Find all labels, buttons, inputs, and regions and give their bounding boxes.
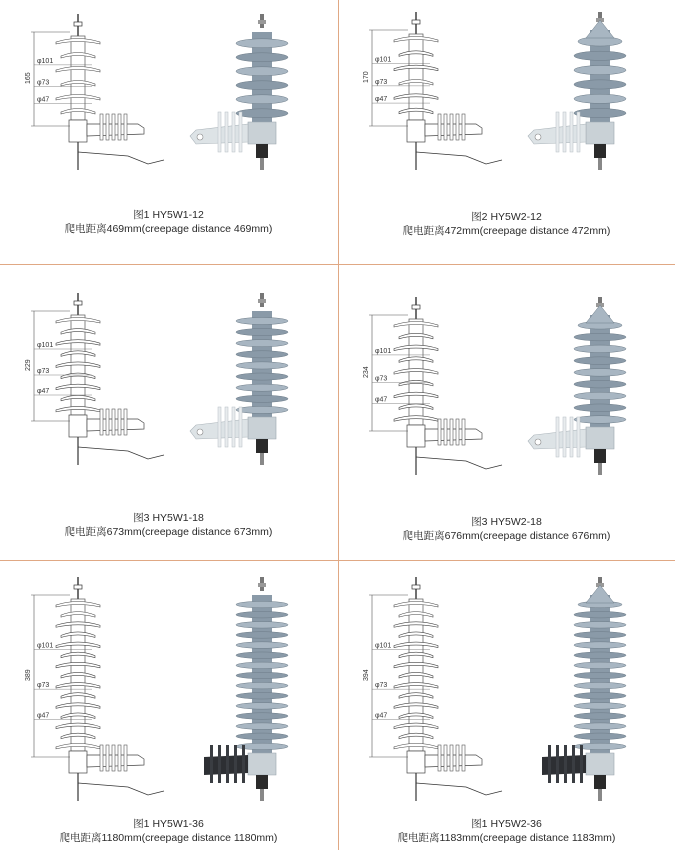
base-fitting [69,751,87,773]
photo-shed [236,632,288,638]
top-nut [258,299,266,303]
base-fitting [407,425,425,447]
photo-shed [574,380,626,388]
product-cell [338,0,675,264]
photo-shed [236,693,288,699]
arm-fin [225,407,228,447]
bracket-fin [456,419,459,445]
product-caption: 图1 HY5W1-12 [133,209,204,221]
photo-shed [236,622,288,628]
bracket-fin [106,409,109,435]
mount-hole [535,134,541,140]
disconnector [594,449,606,463]
bracket-fin [450,745,453,771]
photo-shed [236,395,288,402]
photo-shed [236,723,288,729]
photo-shed [236,53,288,62]
bracket-housing [586,427,614,449]
height-dimension: 389 [25,669,32,681]
photo-shed [574,51,626,60]
diameter-label: φ73 [37,79,50,87]
line-drawing [25,14,164,170]
product-illustration [338,0,675,205]
bracket-fin [118,745,121,771]
creepage-distance: 爬电距离469mm(creepage distance 469mm) [64,223,273,235]
product-cell [338,265,675,560]
mounting-bracket [425,429,482,441]
ground-terminal [260,158,264,170]
product-caption: 图1 HY5W1-36 [133,818,204,830]
diameter-label: φ47 [37,388,50,395]
arm-fin [548,745,551,783]
bracket-housing [248,417,276,439]
product-photo [542,577,626,801]
photo-shed [574,345,626,353]
product-caption: 图3 HY5W1-18 [133,512,204,524]
creepage-distance: 爬电距离1180mm(creepage distance 1180mm) [59,832,278,844]
arm-fin [577,417,580,457]
product-photo [190,14,288,170]
disconnector [256,439,268,453]
line-drawing [363,577,502,801]
arm-fin [218,407,221,447]
height-dimension: 165 [25,72,32,84]
arm-fin [234,745,237,783]
photo-shed [236,662,288,668]
product-photo [204,577,288,801]
bracket-fin [462,114,465,140]
product-illustration [0,265,337,505]
photo-shed [574,652,626,658]
ground-wire [416,152,502,164]
arm-fin [564,745,567,783]
photo-shed [574,693,626,699]
product-caption: 图2 HY5W2-12 [471,211,542,223]
product-cell [0,561,337,850]
arm-fin [225,112,228,152]
bracket-fin [438,114,441,140]
photo-shed [574,662,626,668]
product-cell [0,265,337,560]
ground-wire [416,783,502,795]
product-photo [528,297,626,475]
photo-shed [574,703,626,709]
bracket-fin [112,409,115,435]
photo-shed [236,611,288,617]
photo-shed [236,340,288,347]
photo-shed [574,632,626,638]
product-caption: 图1 HY5W2-36 [471,818,542,830]
arm-fin [210,745,213,783]
bracket-fin [118,114,121,140]
ground-terminal [260,453,264,465]
creepage-distance: 爬电距离1183mm(creepage distance 1183mm) [397,832,616,844]
bracket-housing [248,122,276,144]
photo-shed [236,652,288,658]
bracket-fin [444,419,447,445]
photo-shed [574,109,626,118]
base-fitting [407,120,425,142]
bracket-fin [444,745,447,771]
diameter-label: φ47 [375,96,388,104]
bracket-fin [450,114,453,140]
photo-shed [236,67,288,76]
bracket-fin [456,745,459,771]
line-drawing [363,12,502,170]
photo-shed [236,384,288,391]
ground-terminal [598,789,602,801]
arm-fin [556,745,559,783]
bracket-fin [112,745,115,771]
bracket-fin [100,114,103,140]
photo-shed [574,682,626,688]
bracket-fin [438,745,441,771]
product-cell [0,0,337,264]
product-photo [528,12,626,170]
diameter-label: φ101 [375,56,392,64]
photo-shed [574,672,626,678]
bracket-fin [124,114,127,140]
bracket-fin [124,745,127,771]
creepage-distance: 爬电距离472mm(creepage distance 472mm) [402,225,611,237]
bracket-housing [248,753,276,775]
bracket-fin [462,419,465,445]
photo-shed [574,723,626,729]
base-fitting [69,120,87,142]
arm-fin [232,112,235,152]
diameter-label: φ47 [37,712,50,720]
bracket-fin [106,745,109,771]
arm-fin [572,745,575,783]
mounting-bracket [87,755,144,767]
diameter-label: φ101 [375,347,392,355]
terminal-nut [74,585,82,589]
ground-terminal [598,463,602,475]
photo-shed [236,733,288,739]
disconnector [594,775,606,789]
top-cone [586,20,614,38]
arm-fin [218,112,221,152]
bracket-fin [124,409,127,435]
terminal-nut [412,305,420,309]
mount-hole [535,439,541,445]
terminal-nut [74,301,82,305]
photo-shed [236,317,288,324]
product-cell [338,561,675,850]
photo-shed [574,94,626,103]
photo-shed [236,703,288,709]
mounting-bracket [425,124,482,136]
base-fitting [407,751,425,773]
arm-fin [563,417,566,457]
mount-hole [197,429,203,435]
top-cone [586,305,614,323]
creepage-distance: 爬电距离673mm(creepage distance 673mm) [64,526,273,538]
arm-fin [242,745,245,783]
photo-shed [574,404,626,412]
disconnector [594,144,606,158]
photo-shed [236,362,288,369]
arm-fin [232,407,235,447]
photo-shed [574,369,626,377]
diameter-label: φ73 [375,375,388,383]
arm-fin [556,417,559,457]
top-nut [258,20,266,24]
ground-wire [416,457,502,469]
photo-shed [236,39,288,48]
arm-fin [239,407,242,447]
arm-fin [577,112,580,152]
bracket-fin [106,114,109,140]
bracket-housing [586,122,614,144]
diameter-label: φ73 [375,78,388,86]
disconnector [256,144,268,158]
arm-fin [239,112,242,152]
photo-shed [574,611,626,617]
diameter-label: φ47 [375,396,388,404]
diameter-label: φ73 [37,682,50,690]
ground-wire [78,447,164,459]
height-dimension: 229 [25,359,32,371]
line-drawing [363,297,502,475]
diameter-label: φ73 [37,368,50,375]
photo-shed [574,66,626,75]
mounting-bracket [87,419,144,431]
photo-shed [574,733,626,739]
ground-wire [78,152,164,164]
housing-core [409,34,423,120]
bracket-fin [456,114,459,140]
photo-shed [236,601,288,607]
photo-shed [574,80,626,89]
photo-shed [236,81,288,90]
bracket-fin [462,745,465,771]
top-nut [258,583,266,587]
arm-fin [218,745,221,783]
diameter-label: φ101 [375,642,392,650]
bracket-fin [112,114,115,140]
product-illustration [338,561,675,816]
product-photo [190,293,288,465]
arm-fin [563,112,566,152]
terminal-nut [412,585,420,589]
ground-terminal [260,789,264,801]
line-drawing [25,577,164,801]
photo-shed [236,713,288,719]
photo-shed [574,642,626,648]
arm-fin [556,112,559,152]
arm-fin [570,417,573,457]
diameter-label: φ47 [37,96,50,104]
product-illustration [338,265,675,505]
photo-shed [236,406,288,413]
photo-shed [574,333,626,341]
diameter-label: φ101 [37,57,54,65]
height-dimension: 394 [363,669,370,681]
terminal-nut [74,22,82,26]
ground-terminal [598,158,602,170]
bracket-fin [444,114,447,140]
photo-shed [236,373,288,380]
mounting-bracket [87,124,144,136]
top-cone [586,585,614,603]
diameter-label: φ73 [375,682,388,690]
arm-fin [226,745,229,783]
bracket-fin [100,745,103,771]
photo-shed [236,329,288,336]
photo-shed [236,642,288,648]
photo-shed [236,672,288,678]
terminal-nut [412,20,420,24]
mounting-bracket [425,755,482,767]
bracket-fin [100,409,103,435]
diameter-label: φ101 [37,342,54,349]
photo-shed [574,713,626,719]
bracket-fin [438,419,441,445]
photo-shed [236,682,288,688]
bracket-fin [450,419,453,445]
photo-shed [574,392,626,400]
photo-shed [236,95,288,104]
product-illustration [0,0,337,205]
housing-core [71,36,85,120]
photo-shed [574,622,626,628]
bracket-housing [586,753,614,775]
creepage-distance: 爬电距离676mm(creepage distance 676mm) [402,530,611,542]
diameter-label: φ47 [375,712,388,720]
height-dimension: 170 [363,71,370,83]
photo-shed [574,416,626,424]
product-caption: 图3 HY5W2-18 [471,516,542,528]
photo-shed [236,109,288,118]
photo-shed [574,357,626,365]
arm-fin [580,745,583,783]
diameter-label: φ101 [37,642,54,650]
height-dimension: 234 [363,366,370,378]
disconnector [256,775,268,789]
mount-hole [197,134,203,140]
base-fitting [69,415,87,437]
ground-wire [78,783,164,795]
line-drawing [25,293,164,465]
product-illustration [0,561,337,816]
arm-fin [570,112,573,152]
bracket-fin [118,409,121,435]
photo-shed [236,351,288,358]
